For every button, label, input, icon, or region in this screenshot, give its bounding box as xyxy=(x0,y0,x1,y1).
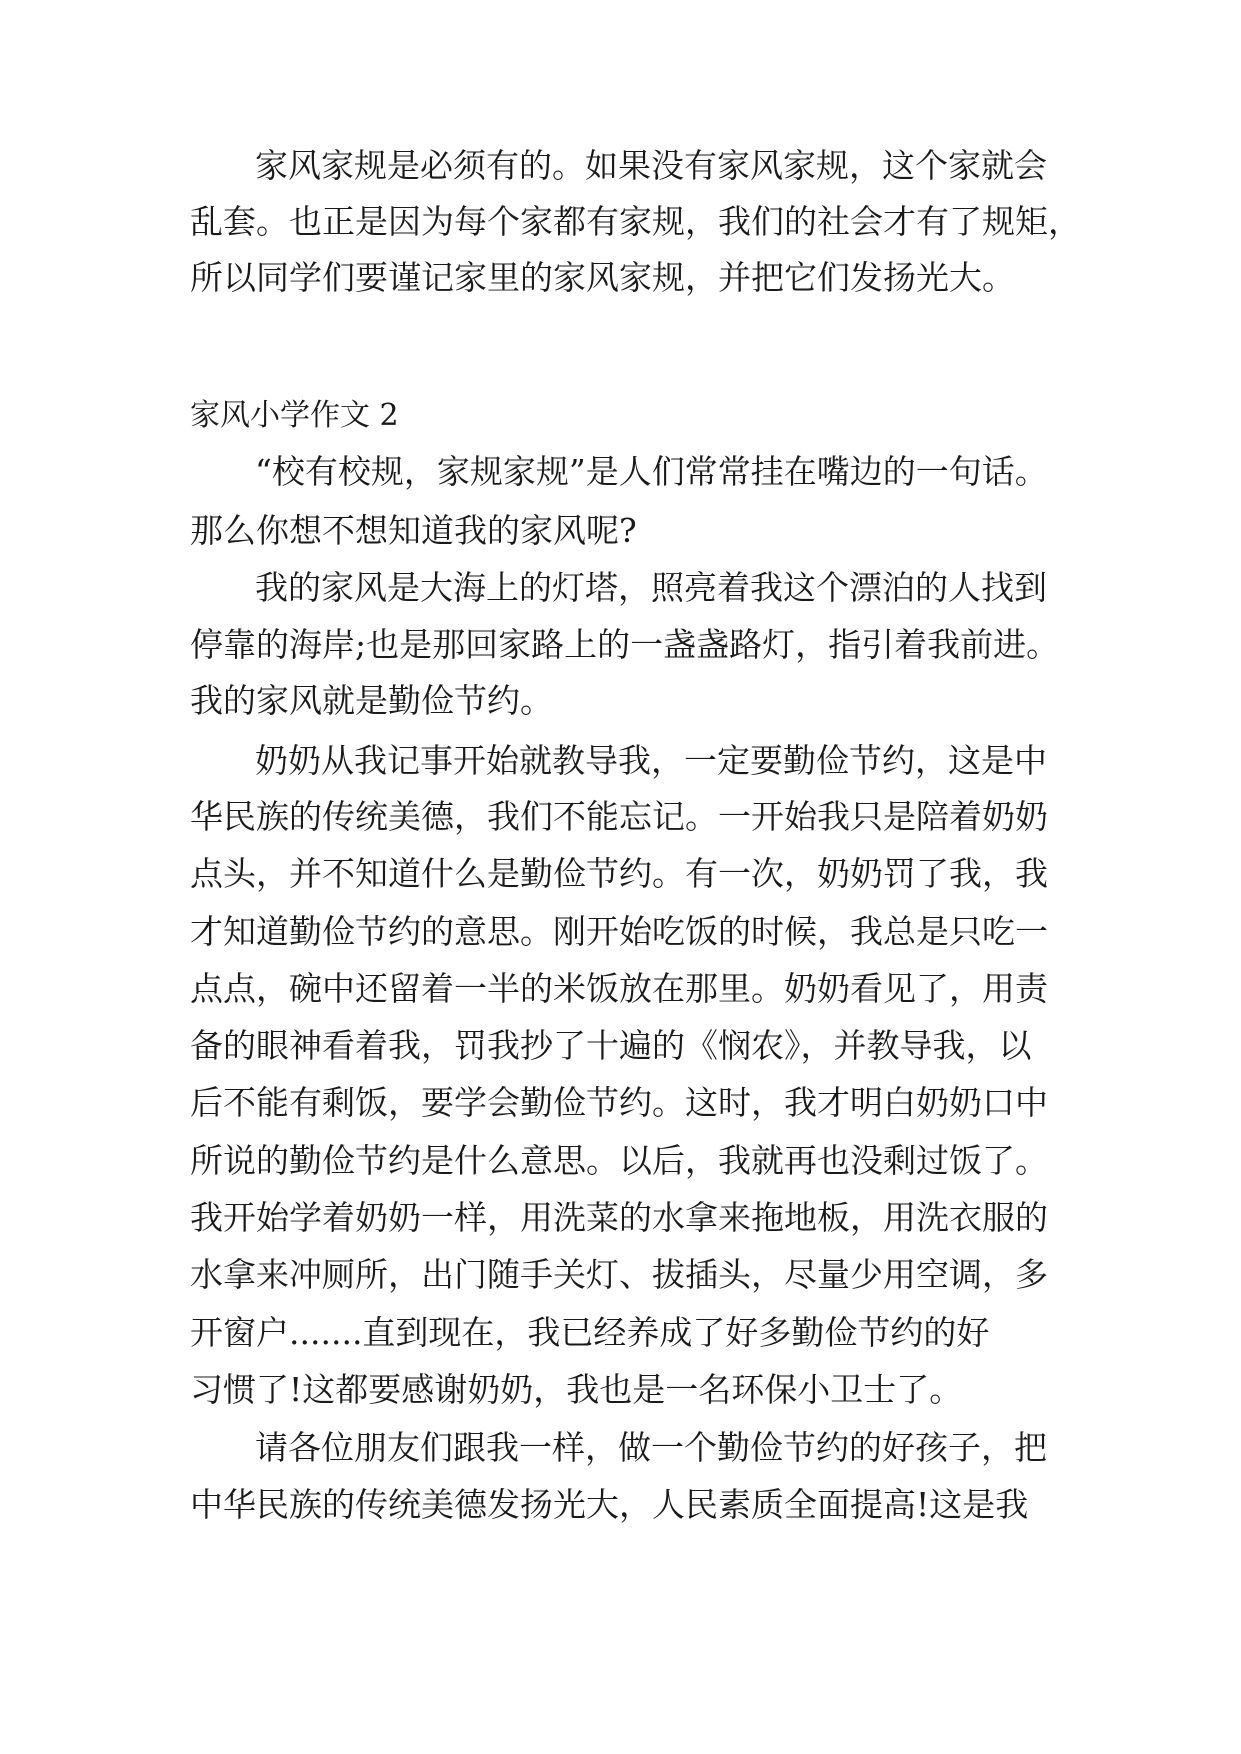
paragraph-2-line-2: 那么你想不想知道我的家风呢? xyxy=(190,511,637,550)
paragraph-1-line-2: 乱套。也正是因为每个家都有家规，我们的社会才有了规矩， xyxy=(190,202,1081,241)
paragraph-4-line-2: 华民族的传统美德，我们不能忘记。一开始我只是陪着奶奶 xyxy=(190,797,1048,836)
paragraph-3-line-3: 我的家风就是勤俭节约。 xyxy=(190,681,553,720)
paragraph-4-line-7: 后不能有剩饭，要学会勤俭节约。这时，我才明白奶奶口中 xyxy=(190,1083,1048,1122)
paragraph-5-line-2: 中华民族的传统美德发扬光大，人民素质全面提高!这是我 xyxy=(190,1485,1029,1524)
paragraph-1-line-3: 所以同学们要谨记家里的家风家规，并把它们发扬光大。 xyxy=(190,258,1015,297)
paragraph-4-line-1: 奶奶从我记事开始就教导我，一定要勤俭节约，这是中 xyxy=(255,741,1047,780)
paragraph-4-line-4: 才知道勤俭节约的意思。刚开始吃饭的时候，我总是只吃一 xyxy=(190,912,1048,951)
paragraph-1-line-1: 家风家规是必须有的。如果没有家风家规，这个家就会 xyxy=(255,146,1047,185)
paragraph-4-line-11: 开窗户.......直到现在，我已经养成了好多勤俭节约的好 xyxy=(190,1313,990,1352)
paragraph-4-line-12: 习惯了!这都要感谢奶奶，我也是一名环保小卫士了。 xyxy=(190,1370,963,1409)
paragraph-4-line-3: 点头，并不知道什么是勤俭节约。有一次，奶奶罚了我，我 xyxy=(190,854,1048,893)
paragraph-4-line-6: 备的眼神看着我，罚我抄了十遍的《悯农》，并教导我，以 xyxy=(190,1026,1032,1065)
paragraph-4-line-5: 点点，碗中还留着一半的米饭放在那里。奶奶看见了，用责 xyxy=(190,969,1048,1008)
paragraph-3-line-2: 停靠的海岸;也是那回家路上的一盏盏路灯，指引着我前进。 xyxy=(190,625,1060,664)
paragraph-4-line-10: 水拿来冲厕所，出门随手关灯、拔插头，尽量少用空调，多 xyxy=(190,1255,1048,1294)
paragraph-5-line-1: 请各位朋友们跟我一样，做一个勤俭节约的好孩子，把 xyxy=(255,1428,1047,1467)
paragraph-4-line-9: 我开始学着奶奶一样，用洗菜的水拿来拖地板，用洗衣服的 xyxy=(190,1198,1048,1237)
section-title: 家风小学作文 2 xyxy=(190,398,399,433)
paragraph-4-line-8: 所说的勤俭节约是什么意思。以后，我就再也没剩过饭了。 xyxy=(190,1141,1048,1180)
paragraph-2-line-1: “校有校规，家规家规”是人们常常挂在嘴边的一句话。 xyxy=(255,452,1048,491)
paragraph-3-line-1: 我的家风是大海上的灯塔，照亮着我这个漂泊的人找到 xyxy=(255,568,1047,607)
